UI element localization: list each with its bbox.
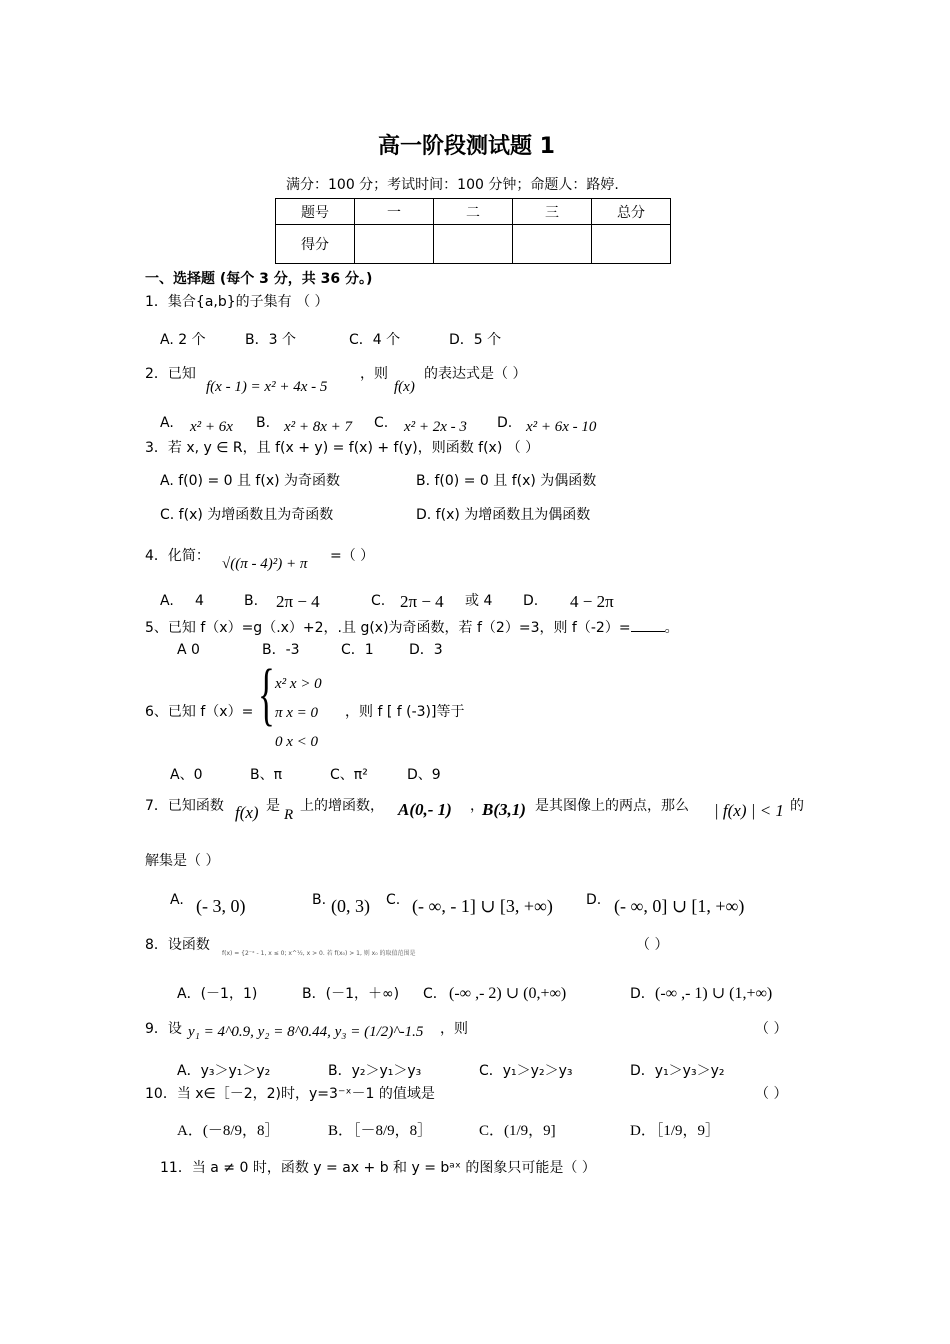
piecewise-brace: {	[258, 656, 275, 733]
question-6-prefix: 6、已知 f（x）=	[145, 704, 254, 720]
q7-inequality: | f(x) | < 1	[714, 801, 784, 820]
q1-option-a: A. 2 个	[160, 332, 206, 348]
q7-option-b: (0, 3)	[331, 896, 370, 916]
q3-option-d: D. f(x) 为增函数且为偶函数	[416, 507, 591, 523]
q5-stem: 5、已知 f（x）=g（.x）+2，.且 g(x)为奇函数，若 f（2）=3，则 f（-2）=	[145, 620, 631, 636]
q4-option-d-label: D.	[523, 593, 539, 609]
q7-fx: f(x)	[235, 803, 259, 822]
q9-option-c: C．y₁＞y₂＞y₃	[479, 1063, 573, 1079]
q3-option-c: C. f(x) 为增函数且为奇函数	[160, 507, 334, 523]
q9-suffix: ，则	[440, 1021, 468, 1037]
q2-option-a-label: A.	[160, 415, 174, 431]
q9-option-d: D．y₁＞y₃＞y₂	[630, 1063, 725, 1079]
q10-option-c: C．(1/9，9]	[479, 1123, 556, 1139]
q7-point-b: B(3,1)	[482, 800, 526, 819]
q5-answer-blank[interactable]	[631, 618, 665, 632]
q6-option-c: C、π²	[330, 767, 368, 783]
q6-option-d: D、9	[407, 767, 441, 783]
q5-stem-end: 。	[664, 620, 679, 636]
question-1: 1．集合{a,b}的子集有 （ ）	[145, 294, 329, 310]
q7-option-d: (- ∞, 0] ∪ [1, +∞)	[614, 896, 745, 916]
q9-expression: y₁ = 4^0.9, y₂ = 8^0.44, y₃ = (1/2)^-1.5	[188, 1024, 424, 1040]
q7-p6: 解集是（ ）	[145, 853, 220, 869]
q2-option-b: x² + 8x + 7	[284, 419, 353, 435]
score-header-cell: 一	[355, 199, 434, 225]
q3-option-b: B. f(0) = 0 且 f(x) 为偶函数	[416, 473, 597, 489]
q9-answer-paren: （ ）	[755, 1021, 788, 1037]
q7-R: R	[284, 807, 294, 823]
q5-option-d: D．3	[409, 642, 443, 658]
score-cell[interactable]	[434, 225, 513, 264]
q4-suffix: =（ ）	[330, 548, 375, 564]
q4-option-a-label: A.	[160, 593, 174, 609]
q2-option-c: x² + 2x - 3	[404, 419, 467, 435]
q2-option-d-label: D.	[497, 415, 513, 431]
q2-middle: ，则	[360, 366, 388, 382]
question-8: 8．设函数	[145, 937, 210, 953]
q1-option-c: C．4 个	[349, 332, 401, 348]
q7-option-a: (- 3, 0)	[196, 896, 246, 916]
q8-option-a: A．(－1，1)	[177, 986, 258, 1002]
q7-option-a-label: A.	[170, 892, 184, 908]
q6-case-2: π x = 0	[275, 705, 319, 721]
q2-expression: f(x - 1) = x² + 4x - 5	[206, 379, 328, 395]
q7-option-b-label: B.	[312, 892, 327, 908]
q6-case-3: 0 x < 0	[275, 734, 319, 750]
score-cell[interactable]	[355, 225, 434, 264]
score-header-cell: 三	[513, 199, 592, 225]
q7-point-a: A(0,- 1)	[398, 800, 452, 819]
q5-option-b: B．-3	[262, 642, 300, 658]
question-11: 11．当 a ≠ 0 时，函数 y = ax + b 和 y = bᵃˣ 的图象只可能是（ ）	[160, 1160, 596, 1176]
q3-option-a: A. f(0) = 0 且 f(x) 为奇函数	[160, 473, 341, 489]
question-10: 10．当 x∈［－2，2)时，y=3⁻ˣ－1 的值域是	[145, 1086, 435, 1102]
q7-p3: 上的增函数，	[300, 798, 384, 814]
q7-p5: 的	[790, 798, 804, 814]
q6-case-1: x² x > 0	[275, 676, 322, 692]
q6-suffix: ，则 f [ f (-3)]等于	[345, 704, 465, 720]
score-row-label: 得分	[276, 225, 355, 264]
q10-option-b: B．［－8/9，8］	[328, 1123, 433, 1139]
q8-tiny-formula: f(x) = {2⁻ˣ - 1, x ≤ 0; x^½, x > 0. 若 f(x₀) > 1, 则 x₀ 的取值范围是	[222, 950, 416, 957]
q8-option-d-label: D．	[630, 986, 655, 1002]
q2-option-b-label: B.	[256, 415, 271, 431]
section-heading: 一、选择题 (每个 3 分，共 36 分。)	[145, 271, 373, 287]
q6-option-b: B、π	[250, 767, 283, 783]
q4-expression: √((π - 4)²) + π	[222, 556, 308, 572]
q4-option-b: 2π − 4	[276, 592, 320, 611]
q7-p2: 是	[266, 798, 280, 814]
q4-option-a: 4	[195, 593, 204, 609]
q2-option-c-label: C.	[374, 415, 389, 431]
score-header-cell: 题号	[276, 199, 355, 225]
q2-option-a: x² + 6x	[190, 419, 233, 435]
question-7-p1: 7．已知函数	[145, 798, 224, 814]
exam-info: 满分：100 分；考试时间：100 分钟；命题人：路婷.	[286, 177, 619, 193]
question-4-prefix: 4．化简：	[145, 548, 210, 564]
question-2-prefix: 2．已知	[145, 366, 196, 382]
q8-option-b: B．(－1，＋∞)	[302, 986, 400, 1002]
question-3: 3．若 x, y ∈ R，且 f(x + y) = f(x) + f(y)，则函数 f(x) （ ）	[145, 440, 540, 456]
q4-option-c-label: C.	[371, 593, 386, 609]
q4-option-d: 4 − 2π	[570, 592, 614, 611]
q4-option-b-label: B.	[244, 593, 259, 609]
q8-option-c-label: C．	[423, 986, 447, 1002]
q10-option-a: A．(－8/9，8］	[177, 1123, 280, 1139]
score-table	[275, 198, 671, 264]
q2-fx: f(x)	[394, 379, 415, 395]
q7-option-d-label: D.	[586, 892, 602, 908]
question-5	[145, 618, 679, 637]
q1-option-b: B．3 个	[245, 332, 296, 348]
q8-option-d: (-∞ ,- 1) ∪ (1,+∞)	[655, 985, 773, 1002]
q7-option-c-label: C.	[386, 892, 401, 908]
q4-option-c-suffix: 或 4	[465, 593, 493, 609]
q8-option-c: (-∞ ,- 2) ∪ (0,+∞)	[449, 985, 567, 1002]
q4-option-c: 2π − 4	[400, 592, 444, 611]
q7-sep: ，	[470, 798, 484, 814]
score-cell[interactable]	[592, 225, 671, 264]
q10-answer-paren: （ ）	[755, 1086, 788, 1102]
question-9-prefix: 9．设	[145, 1021, 182, 1037]
score-header-cell: 二	[434, 199, 513, 225]
score-cell[interactable]	[513, 225, 592, 264]
q10-option-d: D．［1/9，9］	[630, 1123, 721, 1139]
q5-option-a: A 0	[177, 642, 200, 658]
q1-option-d: D．5 个	[449, 332, 502, 348]
page-title: 高一阶段测试题 1	[378, 134, 555, 159]
q9-option-a: A．y₃＞y₁＞y₂	[177, 1063, 271, 1079]
q9-option-b: B．y₂＞y₁＞y₃	[328, 1063, 422, 1079]
q5-option-c: C．1	[341, 642, 374, 658]
q2-option-d: x² + 6x - 10	[526, 419, 597, 435]
q7-p4: 是其图像上的两点，那么	[535, 798, 689, 814]
q6-option-a: A、0	[170, 767, 203, 783]
score-header-cell: 总分	[592, 199, 671, 225]
q8-answer-paren: （ ）	[636, 937, 669, 953]
q7-option-c: (- ∞, - 1] ∪ [3, +∞)	[412, 896, 553, 916]
q2-suffix: 的表达式是（ ）	[424, 366, 527, 382]
